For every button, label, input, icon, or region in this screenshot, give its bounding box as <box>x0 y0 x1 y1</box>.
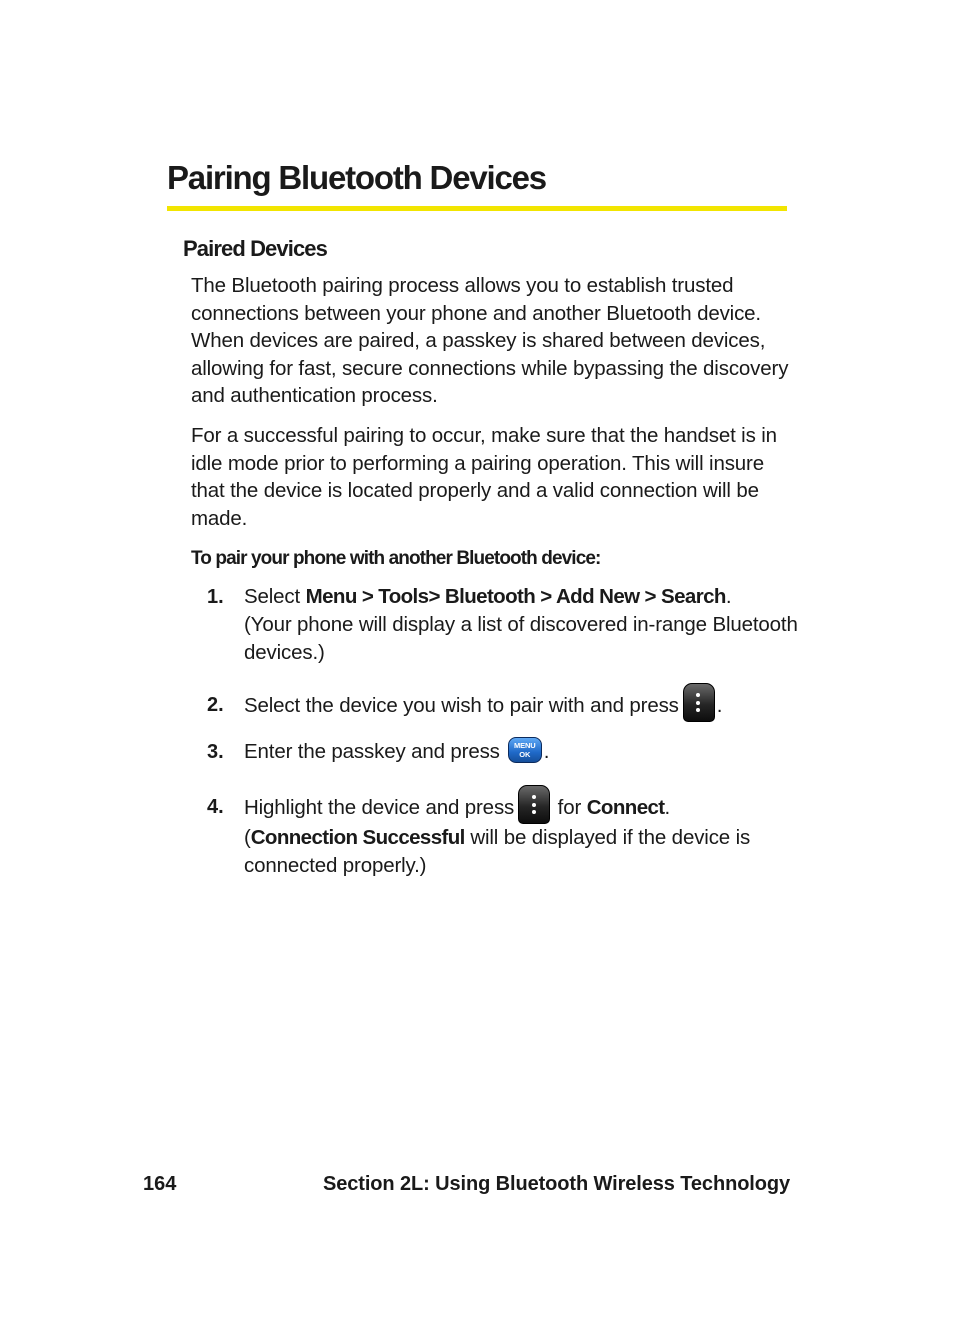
procedure-intro: To pair your phone with another Bluetooth device: <box>191 548 601 569</box>
step-text-mid: for <box>552 795 587 819</box>
step-note: (Your phone will display a list of discovered in-range Bluetooth devices.) <box>244 613 798 664</box>
step-number: 4. <box>207 796 224 818</box>
step-text <box>244 793 804 880</box>
page-title: Pairing Bluetooth Devices <box>167 159 546 196</box>
ok-key-label: OK <box>519 749 531 759</box>
menu-path: Menu > Tools> Bluetooth > Add New > Search <box>305 585 726 608</box>
section-heading: Paired Devices <box>183 236 327 261</box>
connection-successful-label: Connection Successful <box>250 826 465 849</box>
step-note: will be displayed if the device is connected properly.) <box>244 826 751 877</box>
side-key-icon <box>518 785 550 824</box>
step-text-after: . <box>725 585 732 608</box>
step-number: 2. <box>207 694 224 716</box>
step-number: 1. <box>207 586 224 608</box>
step-text <box>244 738 804 766</box>
connect-label: Connect <box>586 795 665 819</box>
step-text-after: . <box>716 693 723 717</box>
step-text-before: Enter the passkey and press <box>244 740 500 763</box>
step-number: 3. <box>207 741 224 763</box>
paragraph-idle-mode: For a successful pairing to occur, make sure that the handset is in idle mode prior to performing a pairing operation. This will insure that the device is located properly and a valid connection will be made. <box>191 424 777 530</box>
step-text-before: Highlight the device and press <box>244 795 515 819</box>
step-text <box>244 583 804 667</box>
footer-page-number: 164 <box>143 1173 177 1195</box>
title-underline-rule <box>167 206 787 211</box>
menu-ok-key-icon <box>508 737 542 763</box>
step-text-before: Select <box>244 585 306 608</box>
footer-section-label: Section 2L: Using Bluetooth Wireless Technology <box>323 1173 791 1195</box>
step-text <box>244 691 804 722</box>
menu-key-label: MENU <box>514 740 536 750</box>
note-open: ( <box>244 826 251 849</box>
side-key-icon <box>683 683 715 722</box>
step-text-before: Select the device you wish to pair with and press <box>244 693 679 717</box>
step-text-after: . <box>664 795 671 819</box>
step-text-after: . <box>543 740 550 763</box>
paragraph-pairing-intro: The Bluetooth pairing process allows you to establish trusted connections between your phone and another Bluetooth device. When devices are paired, a passkey is shared between devices, allowing for fast, secure connections while bypassing the discovery and authentication process. <box>191 274 789 408</box>
